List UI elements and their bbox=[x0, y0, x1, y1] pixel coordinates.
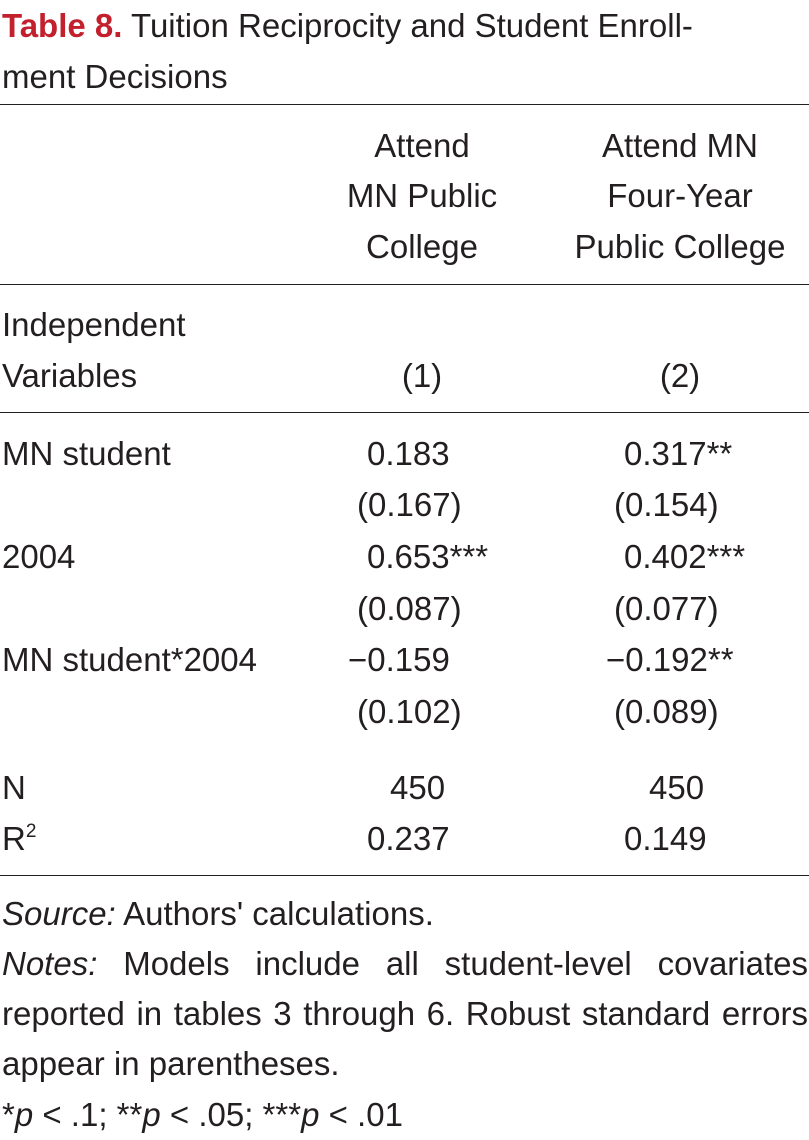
col2-number: (2) bbox=[659, 357, 701, 394]
source-note bbox=[2, 889, 808, 939]
table-title bbox=[2, 0, 802, 102]
stat-r-superscript: 2 bbox=[25, 821, 37, 842]
stat-label-r-squared bbox=[2, 822, 36, 855]
row-label-2004: 2004 bbox=[2, 538, 76, 575]
row-2004-col2-coef: 0.402*** bbox=[624, 538, 746, 575]
body-rule bbox=[0, 412, 809, 413]
row-mn-student-2004-col2-se: (0.089) bbox=[614, 693, 719, 730]
col1-header-line-1: Attend bbox=[374, 127, 470, 164]
sig-p-1: p bbox=[14, 1096, 34, 1133]
stat-label-n: N bbox=[2, 769, 26, 806]
row-2004-col1-se: (0.087) bbox=[357, 590, 462, 627]
stat-r-letter: R bbox=[2, 820, 26, 857]
row-label-mn-student-2004: MN student*2004 bbox=[2, 641, 257, 678]
stat-n-col2: 450 bbox=[649, 769, 705, 806]
bottom-rule bbox=[0, 875, 809, 876]
col2-header-line-2: Four-Year bbox=[607, 177, 753, 214]
stub-header-line-2: Variables bbox=[2, 357, 138, 394]
header-rule bbox=[0, 284, 809, 285]
row-2004-col2-se: (0.077) bbox=[614, 590, 719, 627]
stat-r-squared-col2: 0.149 bbox=[624, 820, 707, 857]
sig-stars-3: *** bbox=[262, 1096, 302, 1133]
top-rule bbox=[0, 104, 809, 105]
stub-header-line-1: Independent bbox=[2, 306, 186, 343]
row-mn-student-col2-se: (0.154) bbox=[614, 486, 719, 523]
sig-rest-1: < .1; bbox=[33, 1096, 117, 1133]
stat-r-squared-col1: 0.237 bbox=[367, 820, 450, 857]
notes-text: Models include all student-level covariates reported in tables 3 through 6. Robust standard errors appear in parentheses. bbox=[2, 945, 808, 1082]
sig-p-3: p bbox=[301, 1096, 320, 1133]
source-text: Authors' calculations. bbox=[123, 895, 434, 932]
sig-p-2: p bbox=[142, 1096, 161, 1133]
table-title-line-2: ment Decisions bbox=[2, 58, 228, 95]
row-mn-student-col1-se: (0.167) bbox=[357, 486, 462, 523]
row-mn-student-2004-col1-coef: −0.159 bbox=[348, 641, 450, 678]
col1-header-line-3: College bbox=[366, 228, 478, 265]
row-mn-student-col1-coef: 0.183 bbox=[367, 435, 450, 472]
row-2004-col1-coef: 0.653*** bbox=[367, 538, 489, 575]
source-label: Source: bbox=[2, 895, 116, 932]
notes-label: Notes: bbox=[2, 945, 98, 982]
sig-stars-2: ** bbox=[116, 1096, 143, 1133]
col2-header-line-1: Attend MN bbox=[602, 127, 758, 164]
sig-rest-3: < .01 bbox=[319, 1096, 403, 1133]
row-mn-student-2004-col1-se: (0.102) bbox=[357, 693, 462, 730]
sig-rest-2: < .05; bbox=[160, 1096, 263, 1133]
stat-n-col1: 450 bbox=[390, 769, 446, 806]
col1-number: (1) bbox=[401, 357, 443, 394]
sig-stars-1: * bbox=[2, 1096, 15, 1133]
table-label: Table 8. bbox=[2, 7, 123, 44]
col1-header-line-2: MN Public bbox=[346, 177, 498, 214]
row-mn-student-2004-col2-coef: −0.192** bbox=[606, 641, 734, 678]
col2-header-line-3: Public College bbox=[574, 228, 786, 265]
table-title-line-1: Tuition Reciprocity and Student Enroll- bbox=[131, 7, 693, 44]
significance-note bbox=[2, 1090, 808, 1140]
row-mn-student-col2-coef: 0.317** bbox=[624, 435, 733, 472]
notes bbox=[2, 939, 808, 1089]
row-label-mn-student: MN student bbox=[2, 435, 171, 472]
